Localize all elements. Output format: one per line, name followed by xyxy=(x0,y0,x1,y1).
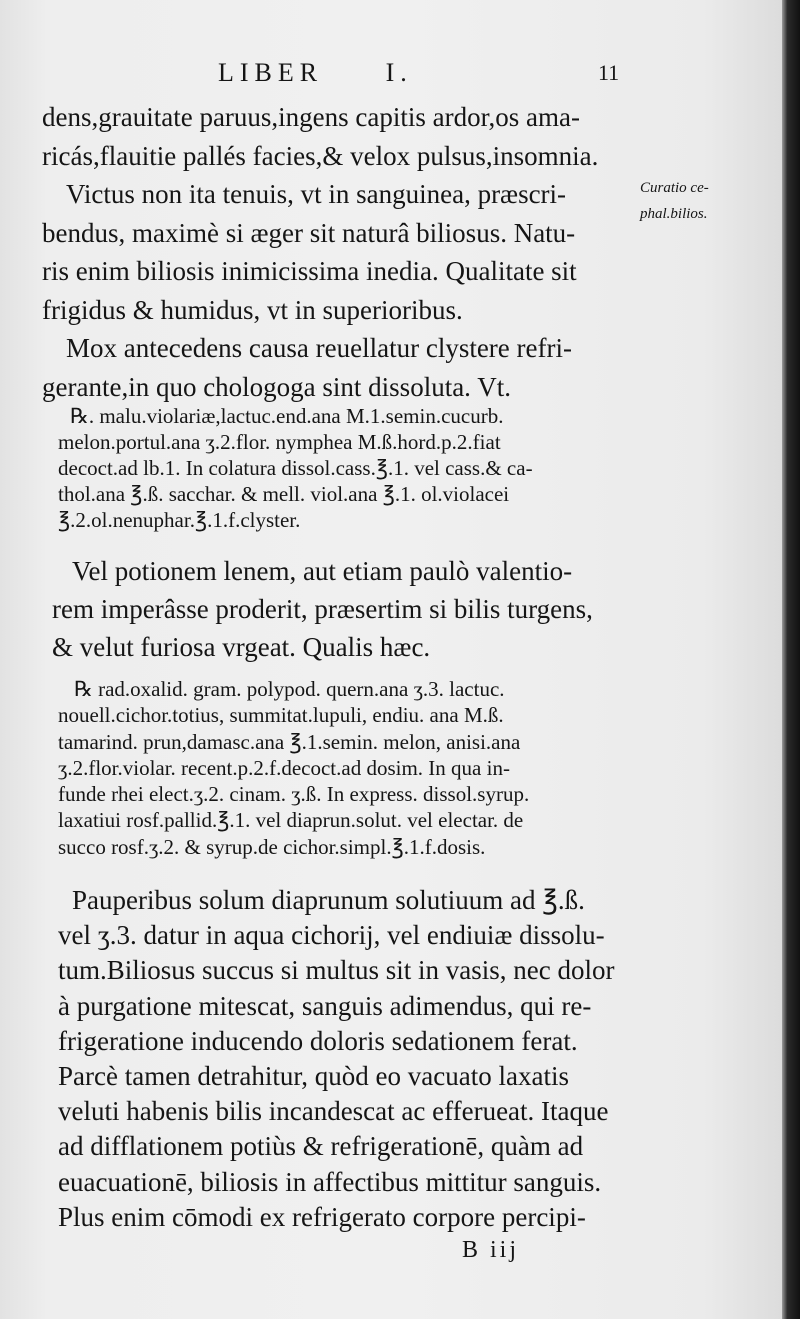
margin-note xyxy=(640,175,780,227)
text-line: bendus, maximè si æger sit naturâ biliosus. Natu- xyxy=(42,217,576,248)
prescription-line: decoct.ad lb.1. In colatura dissol.cass.℥.1. vel cass.& ca- xyxy=(58,456,533,480)
text-line: à purgatione mitescat, sanguis adimendus, qui re- xyxy=(58,990,592,1021)
text-line: Vel potionem lenem, aut etiam paulò valentio- xyxy=(72,556,573,586)
text-line: frigeratione inducendo doloris sedationem ferat. xyxy=(58,1025,578,1056)
text-line: gerante,in quo chologoga sint dissoluta. Vt. xyxy=(42,371,511,402)
prescription-line: ℥.2.ol.nenuphar.℥.1.f.clyster. xyxy=(58,508,301,532)
text-line: dens,grauitate paruus,ingens capitis ardor,os ama- xyxy=(42,102,580,132)
prescription-line: tamarind. prun,damasc.ana ℥.1.semin. melon, anisi.ana xyxy=(58,729,521,754)
prescription-2 xyxy=(58,676,628,860)
page-header xyxy=(0,58,782,98)
prescription-line: succo rosf.ʒ.2. & syrup.de cichor.simpl.℥.1.f.dosis. xyxy=(58,834,486,859)
text-line: Plus enim cōmodi ex refrigerato corpore percipi- xyxy=(58,1201,586,1232)
prescription-line: ʒ.2.flor.violar. recent.p.2.f.decoct.ad dosim. In qua in- xyxy=(58,755,510,780)
text-line: frigidus & humidus, vt in superioribus. xyxy=(42,294,463,325)
text-line: veluti habenis bilis incandescat ac efferueat. Itaque xyxy=(58,1096,609,1127)
text-line: Mox antecedens causa reuellatur clystere refri- xyxy=(66,333,572,363)
prescription-line: thol.ana ℥.ß. sacchar. & mell. viol.ana ℥.1. ol.violacei xyxy=(58,482,510,506)
prescription-line: ℞ rad.oxalid. gram. polypod. quern.ana ʒ.3. lactuc. xyxy=(74,677,505,701)
text-line: ris enim biliosis inimicissima inedia. Qualitate sit xyxy=(42,256,577,286)
prescription-line: funde rhei elect.ʒ.2. cinam. ʒ.ß. In express. dissol.syrup. xyxy=(58,782,530,807)
running-head: LIBER I. xyxy=(218,58,413,87)
paragraph-3 xyxy=(42,883,632,1235)
text-line: Parcè tamen detrahitur, quòd eo vacuato laxatis xyxy=(58,1061,569,1092)
prescription-1 xyxy=(58,403,628,533)
text-line: Pauperibus solum diaprunum solutiuum ad ℥.ß. xyxy=(72,885,585,915)
text-line: vel ʒ.3. datur in aqua cichorij, vel endiuiæ dissolu- xyxy=(58,920,605,951)
paragraph-2 xyxy=(42,552,632,666)
paragraph-1 xyxy=(42,98,632,406)
text-line: ricás,flauitie pallés facies,& velox pulsus,insomnia. xyxy=(42,140,599,171)
page-number: 11 xyxy=(598,60,620,85)
page-edge-shadow xyxy=(782,0,800,1319)
text-line: ad difflationem potiùs & refrigerationē, quàm ad xyxy=(58,1131,584,1162)
margin-note-line: Curatio ce- xyxy=(640,180,709,196)
text-line: tum.Biliosus succus si multus sit in vasis, nec dolor xyxy=(58,955,615,986)
text-line: euacuationē, biliosis in affectibus mittitur sanguis. xyxy=(58,1166,602,1197)
prescription-line: ℞. malu.violariæ,lactuc.end.ana M.1.semin.cucurb. xyxy=(70,404,504,428)
prescription-line: melon.portul.ana ʒ.2.flor. nymphea M.ß.hord.p.2.fiat xyxy=(58,430,501,454)
margin-note-line: phal.bilios. xyxy=(640,206,708,222)
signature-mark: B iij xyxy=(462,1237,520,1263)
prescription-line: nouell.cichor.totius, summitat.lupuli, endiu. ana M.ß. xyxy=(58,703,504,728)
prescription-line: laxatiui rosf.pallid.℥.1. vel diaprun.solut. vel electar. de xyxy=(58,808,524,833)
text-line: Victus non ita tenuis, vt in sanguinea, præscri- xyxy=(66,179,567,209)
text-line: & velut furiosa vrgeat. Qualis hæc. xyxy=(52,632,431,662)
text-line: rem imperâsse proderit, præsertim si bilis turgens, xyxy=(52,594,593,624)
